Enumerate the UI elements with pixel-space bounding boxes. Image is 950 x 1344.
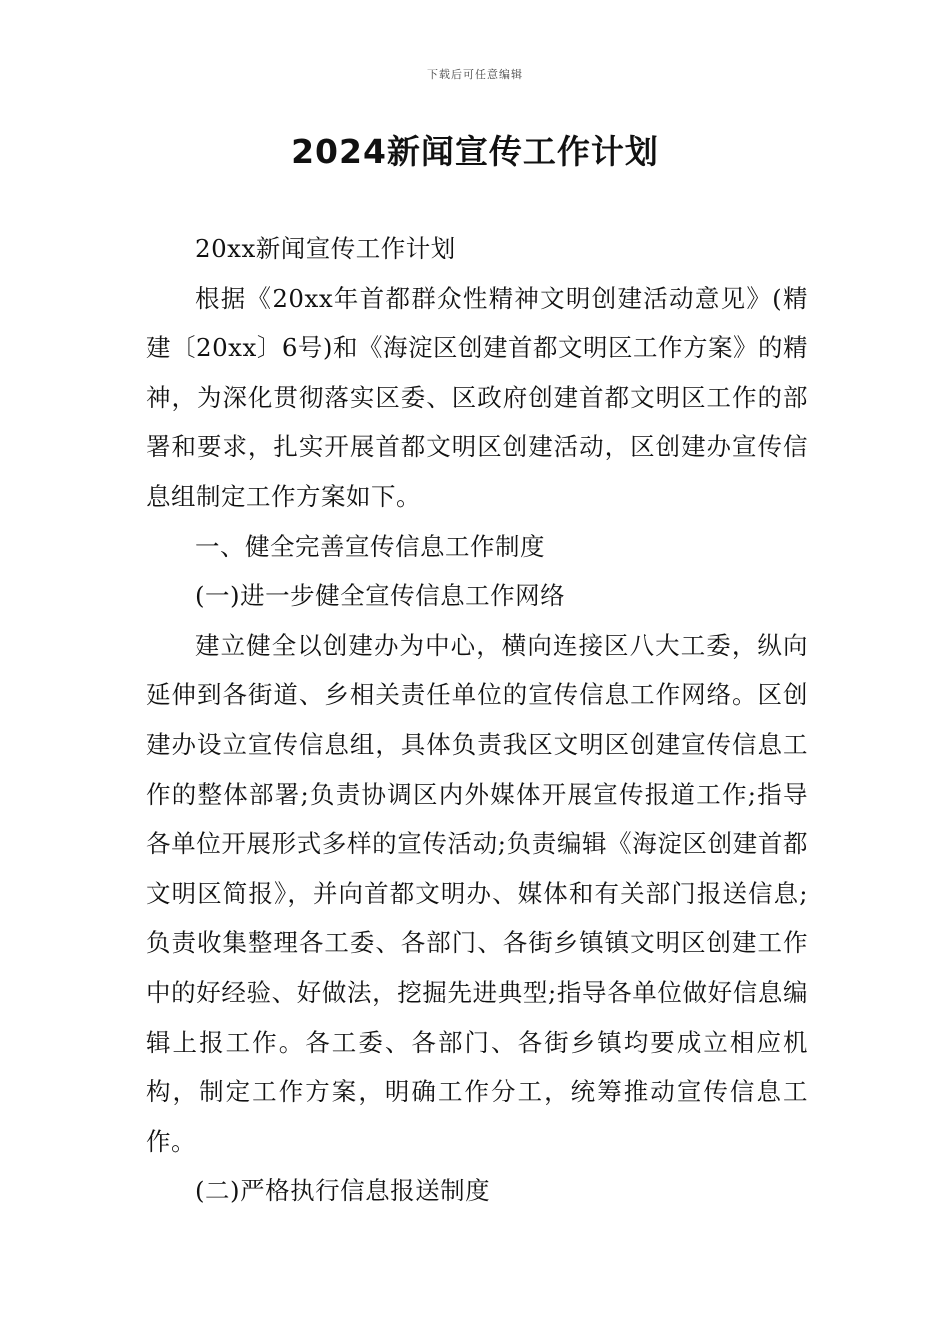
- subsection-heading-2: (二)严格执行信息报送制度: [195, 1176, 491, 1206]
- document-title: 2024新闻宣传工作计划: [291, 132, 659, 171]
- paragraph-intro: 根据《20xx年首都群众性精神文明创建活动意见》(精建〔20xx〕6号)和《海淀区创建首都文明区工作方案》的精神，为深化贯彻落实区委、区政府创建首都文明区工作的部署和要求，扎实开展首都文明区创建活动，区创建办宣传信息组制定工作方案如下。: [146, 283, 808, 511]
- document-body: [146, 224, 808, 1216]
- paragraph-subtitle: 20xx新闻宣传工作计划: [195, 234, 456, 263]
- download-note: 下载后可任意编辑: [427, 68, 523, 81]
- paragraph-network: 建立健全以创建办为中心，横向连接区八大工委，纵向延伸到各街道、乡相关责任单位的宣传信息工作网络。区创建办设立宣传信息组，具体负责我区文明区创建宣传信息工作的整体部署;负责协调区内外媒体开展宣传报道工作;指导各单位开展形式多样的宣传活动;负责编辑《海淀区创建首都文明区简报》，并向首都文明办、媒体和有关部门报送信息;负责收集整理各工委、各部门、各街乡镇镇文明区创建工作中的好经验、好做法，挖掘先进典型;指导各单位做好信息编辑上报工作。各工委、各部门、各街乡镇均要成立相应机构，制定工作方案，明确工作分工，统筹推动宣传信息工作。: [146, 630, 808, 1156]
- subsection-heading-1: (一)进一步健全宣传信息工作网络: [195, 581, 566, 611]
- section-heading-1: 一、健全完善宣传信息工作制度: [195, 531, 545, 561]
